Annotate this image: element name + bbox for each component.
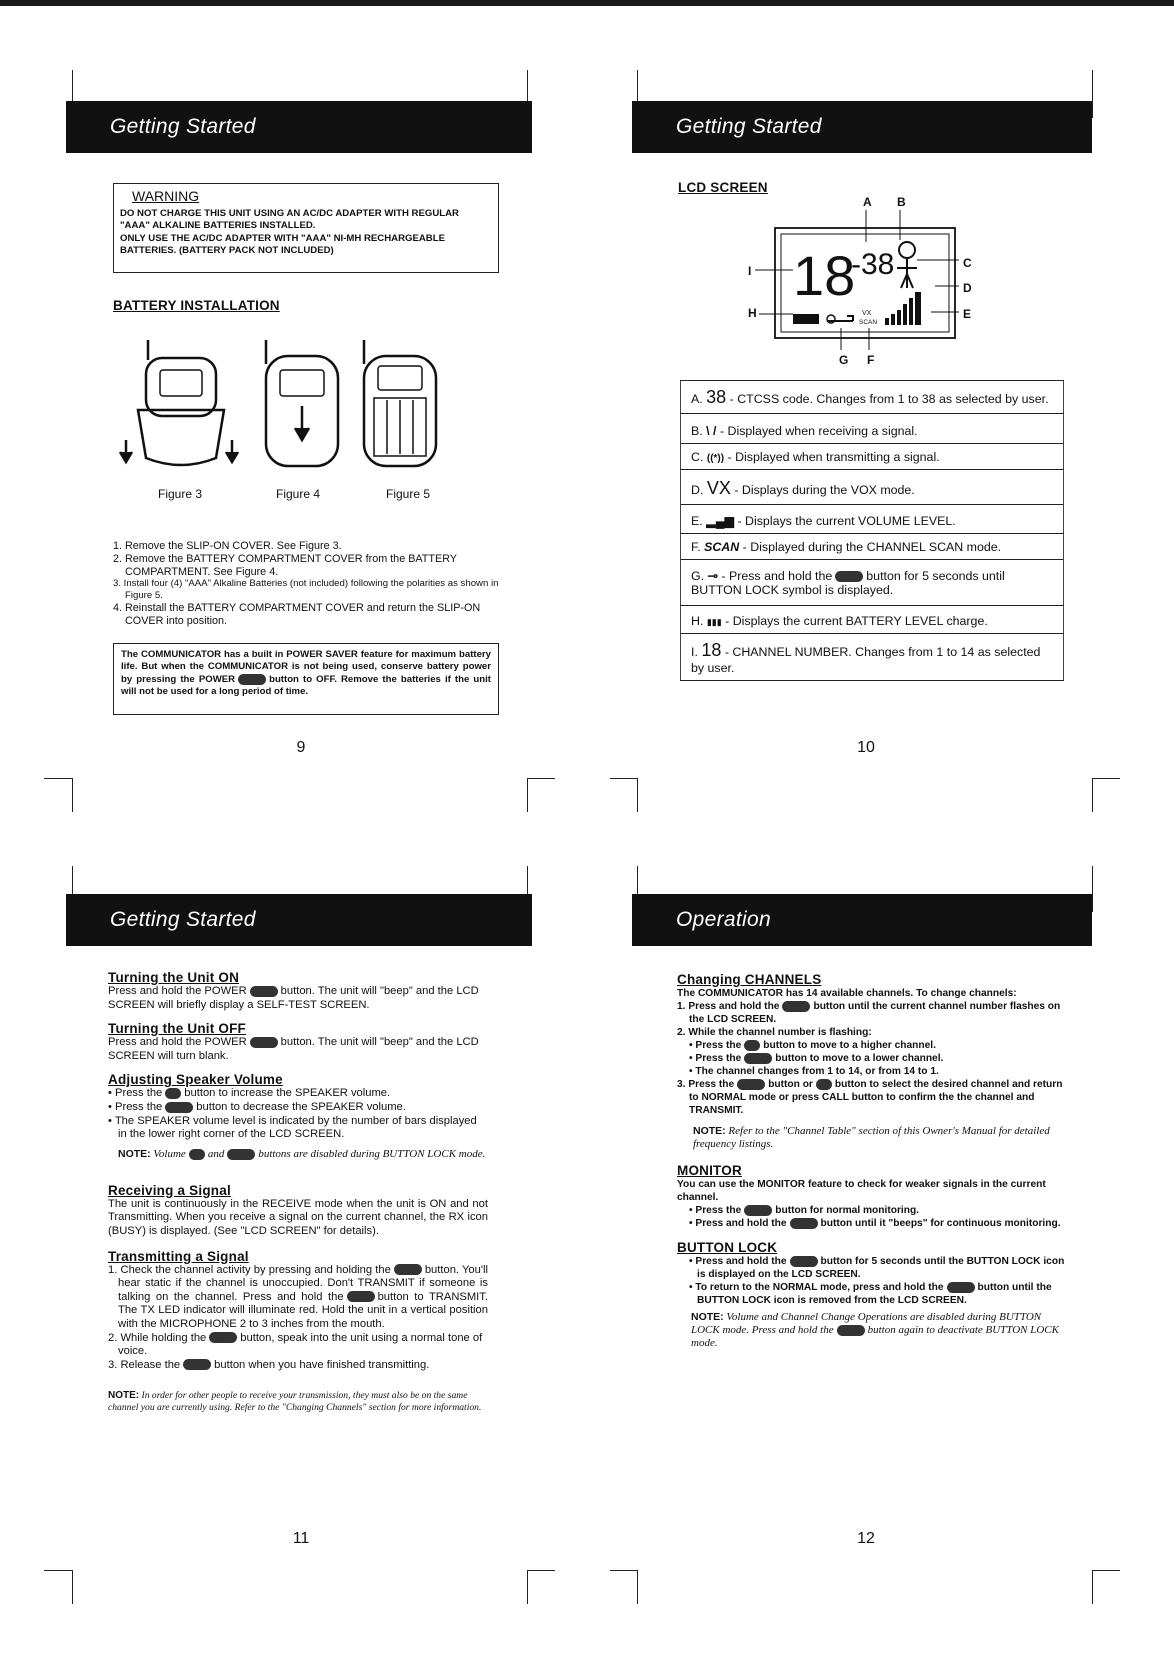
figure-5-label: Figure 5 [386, 487, 431, 501]
power-button-icon [250, 986, 278, 997]
legend-row-c: C. ((*)) - Displayed when transmitting a signal. [680, 444, 1064, 470]
lock-note: NOTE: Volume and Channel Change Operations are disabled during BUTTON LOCK mode. Press and hold the button again to deactivate BUTTON LOCK mode. [691, 1311, 1059, 1349]
crop-mark [527, 778, 555, 779]
rx-person-icon [897, 258, 917, 288]
step-item: 3. Install four (4) "AAA" Alkaline Batteries (not included) following the polarities as shown in Figure 5. [113, 578, 499, 602]
adjusting-volume-heading: Adjusting Speaker Volume [108, 1072, 283, 1088]
lock-button-icon [947, 1282, 975, 1293]
page-number: 11 [292, 1530, 310, 1547]
legend-row-h: H. ▮▮▮ - Displays the current BATTERY LEVEL charge. [680, 606, 1064, 634]
menu-button-icon [737, 1079, 765, 1090]
callout-b: B [897, 195, 906, 209]
transmit-note: NOTE: In order for other people to receive your transmission, they must also be on the same channel you are currently using. Refer to the "Changing Channels" section for more information. [108, 1390, 482, 1414]
ctcss-code-symbol: 38 [706, 387, 727, 407]
crop-mark [44, 1570, 72, 1571]
legend-row-i: I. 18 - CHANNEL NUMBER. Changes from 1 to 14 as selected by user. [680, 634, 1064, 681]
legend-row-e: E. ▂▄▆ - Displays the current VOLUME LEVEL. [680, 505, 1064, 534]
crop-mark [610, 778, 638, 779]
section-header: Operation [632, 894, 1092, 946]
volume-down-button-icon [227, 1149, 255, 1160]
volume-level-icon: ▂▄▆ [706, 514, 735, 528]
lock-button-icon [837, 1325, 865, 1336]
talk-button-icon [183, 1359, 211, 1370]
up-button-icon [744, 1040, 760, 1051]
volume-info-item: • The SPEAKER volume level is indicated by the number of bars displayed in the lower right corner of the LCD SCREEN. [108, 1114, 477, 1141]
transmitting-signal-heading: Transmitting a Signal [108, 1248, 249, 1264]
lock-button-icon [835, 571, 863, 582]
transmit-step-3: 3. Release the button when you have finished transmitting. [108, 1358, 430, 1371]
callout-g: G [839, 353, 849, 367]
tx-icon [899, 242, 915, 258]
warning-title: WARNING [132, 188, 200, 204]
call-button-icon [394, 1264, 422, 1275]
crop-mark [44, 778, 72, 779]
button-lock-heading: BUTTON LOCK [677, 1240, 778, 1255]
step-item: 2. Remove the BATTERY COMPARTMENT COVER from the BATTERY COMPARTMENT. See Figure 4. [113, 552, 457, 578]
battery-level-symbol: ▮▮▮ [706, 617, 722, 627]
figure-3-label: Figure 3 [158, 487, 203, 501]
crop-mark [1092, 866, 1093, 912]
figure-5-illustration [364, 340, 436, 466]
volume-note: NOTE: Volume and buttons are disabled during BUTTON LOCK mode. [118, 1147, 486, 1160]
lcd-channel-digits: 18 [793, 244, 856, 307]
battery-icon [793, 314, 819, 324]
channel-number-symbol: 18 [701, 640, 722, 660]
section-header: Getting Started [66, 101, 532, 153]
power-button-icon [250, 1037, 278, 1048]
channels-intro: The COMMUNICATOR has 14 available channels. To change channels: [677, 988, 1017, 999]
battery-figures [116, 340, 496, 475]
power-button-icon [816, 1079, 832, 1090]
figure-4-illustration [266, 340, 338, 466]
monitor-item-2: • Press and hold the button until it "beeps" for continuous monitoring. [689, 1218, 1061, 1229]
volume-down-item: • Press the button to decrease the SPEAKER volume. [108, 1100, 406, 1113]
monitor-item-1: • Press the button for normal monitoring. [689, 1205, 920, 1216]
callout-h: H [748, 306, 757, 320]
monitor-intro: You can use the MONITOR feature to check for weaker signals in the current channel. [677, 1179, 1046, 1203]
callout-e: E [963, 307, 972, 321]
channels-down-item: • Press the button to move to a lower channel. [689, 1053, 944, 1064]
legend-row-g: G. ⊸ - Press and hold the button for 5 seconds until BUTTON LOCK symbol is displayed. [680, 560, 1064, 606]
scan-symbol: SCAN [704, 540, 740, 554]
crop-mark [72, 1570, 73, 1604]
section-header: Getting Started [632, 101, 1092, 153]
page-number: 10 [857, 739, 875, 756]
step-item: 4. Reinstall the BATTERY COMPARTMENT COVER and return the SLIP-ON COVER into position. [113, 602, 481, 628]
crop-mark [1092, 70, 1093, 118]
crop-mark [72, 778, 73, 812]
crop-mark [1092, 778, 1093, 812]
crop-mark [637, 1570, 638, 1604]
monitor-button-icon [744, 1205, 772, 1216]
key-lock-icon [827, 316, 853, 321]
turning-off-text: Press and hold the POWER button. The unit will "beep" and the LCD SCREEN will turn blank. [108, 1036, 479, 1062]
crop-mark [637, 778, 638, 812]
page-number: 9 [296, 739, 306, 756]
lcd-scan-label: SCAN [859, 319, 878, 326]
crop-mark [527, 1570, 528, 1604]
tx-signal-icon: ((*)) [706, 453, 725, 464]
volume-up-item: • Press the button to increase the SPEAKER volume. [108, 1087, 391, 1100]
crop-mark [1092, 778, 1120, 779]
channels-up-item: • Press the button to move to a higher channel. [689, 1040, 936, 1051]
lcd-diagram [735, 190, 995, 370]
crop-mark [1092, 1570, 1120, 1571]
figure-4-label: Figure 4 [276, 487, 321, 501]
section-header: Getting Started [66, 894, 532, 946]
callout-a: A [863, 195, 872, 209]
channels-step-2: 2. While the channel number is flashing: [677, 1027, 872, 1038]
callout-f: F [867, 353, 875, 367]
crop-mark [1092, 1570, 1093, 1604]
channels-step-1: 1. Press and hold the button until the current channel number flashes on the LCD SCREEN. [677, 1001, 1061, 1025]
callout-i: I [748, 264, 752, 278]
monitor-heading: MONITOR [677, 1163, 742, 1178]
lcd-legend-table [680, 380, 1064, 681]
page11-content [108, 970, 488, 1414]
legend-row-a: A. 38 - CTCSS code. Changes from 1 to 38 as selected by user. [680, 381, 1064, 414]
channels-note: NOTE: Refer to the "Channel Table" section of this Owner's Manual for detailed frequency listings. [693, 1125, 1050, 1150]
turning-on-text: Press and hold the POWER button. The unit will "beep" and the LCD SCREEN will briefly display a SELF-TEST SCREEN. [108, 985, 479, 1011]
rx-signal-icon: \ / [706, 424, 717, 438]
lcd-vx-label: VX [862, 310, 872, 317]
power-button-icon [238, 674, 266, 685]
receiving-signal-heading: Receiving a Signal [108, 1182, 231, 1198]
volume-up-button-icon [165, 1088, 181, 1099]
changing-channels-heading: Changing CHANNELS [677, 972, 822, 987]
crop-mark [527, 778, 528, 812]
talk-button-icon [209, 1332, 237, 1343]
transmit-step-1: 1. Check the channel activity by pressing and holding the button. You'll hear static if the channel is unoccupied. Don't TRANSMIT if someone is talking on the channel. Press and hold the button to TRANSMIT. The TX LED indicator will illuminate red. Hold the unit in a vertical position with the MICROPHONE 2 to 3 inches from the mouth. [108, 1263, 488, 1330]
step-item: 1. Remove the SLIP-ON COVER. See Figure 3. [113, 540, 342, 552]
vox-symbol: VX [706, 478, 731, 498]
legend-row-b: B. \ / - Displayed when receiving a signal. [680, 414, 1064, 444]
warning-box [113, 183, 499, 273]
channels-step-3: 3. Press the button or button to select the desired channel and return to NORMAL mode or press CALL button to confirm the the channel and TRANSMIT. [677, 1079, 1063, 1116]
legend-row-d: D. VX - Displays during the VOX mode. [680, 470, 1064, 505]
volume-down-button-icon [165, 1102, 193, 1113]
lock-item-1: • Press and hold the button for 5 seconds until the BUTTON LOCK icon is displayed on the LCD SCREEN. [689, 1256, 1065, 1280]
down-button-icon [744, 1053, 772, 1064]
page12-content [677, 972, 1065, 1350]
lock-item-2: • To return to the NORMAL mode, press and hold the button until the BUTTON LOCK icon is removed from the LCD SCREEN. [689, 1282, 1052, 1306]
menu-button-icon [782, 1001, 810, 1012]
callout-d: D [963, 281, 972, 295]
legend-row-f: F. SCAN - Displayed during the CHANNEL SCAN mode. [680, 534, 1064, 560]
battery-installation-heading: BATTERY INSTALLATION [113, 298, 280, 313]
lcd-code-digits: -38 [851, 248, 895, 281]
lcd-screen-heading: LCD SCREEN [678, 180, 768, 195]
receiving-signal-text: The unit is continuously in the RECEIVE mode when the unit is ON and not Transmitting. When you receive a signal on the current channel, the RX icon (BUSY) is displayed. (See "LCD SCREEN" for details). [108, 1197, 488, 1237]
channels-wrap-item: • The channel changes from 1 to 14, or from 14 to 1. [689, 1066, 939, 1077]
battery-steps [113, 540, 501, 628]
warning-text: DO NOT CHARGE THIS UNIT USING AN AC/DC ADAPTER WITH REGULAR "AAA" ALKALINE BATTERIES INSTALLED. ONLY USE THE AC/DC ADAPTER WITH "AAA" NI-MH RECHARGEABLE BATTERIES. (BATTERY PACK NOT INCLUDED) [120, 208, 459, 257]
page-number: 12 [857, 1530, 875, 1547]
key-lock-symbol: ⊸ [707, 569, 718, 583]
lock-button-icon [790, 1256, 818, 1267]
page-top-border [0, 0, 1174, 6]
crop-mark [610, 1570, 638, 1571]
figure-3-illustration [120, 340, 238, 465]
callout-c: C [963, 256, 972, 270]
monitor-button-icon [790, 1218, 818, 1229]
talk-button-icon [347, 1291, 375, 1302]
turning-off-heading: Turning the Unit OFF [108, 1021, 246, 1037]
turning-on-heading: Turning the Unit ON [108, 970, 240, 985]
power-saver-note: The COMMUNICATOR has a built in POWER SAVER feature for maximum battery life. But when the COMMUNICATOR is not being used, conserve battery power by pressing the POWER button to OFF. Remove the batteries if the unit will not be used for a long period of time. [113, 643, 499, 715]
volume-up-button-icon [189, 1149, 205, 1160]
crop-mark [527, 1570, 555, 1571]
transmit-step-2: 2. While holding the button, speak into the unit using a normal tone of voice. [108, 1331, 483, 1358]
volume-bars-icon [885, 292, 921, 325]
